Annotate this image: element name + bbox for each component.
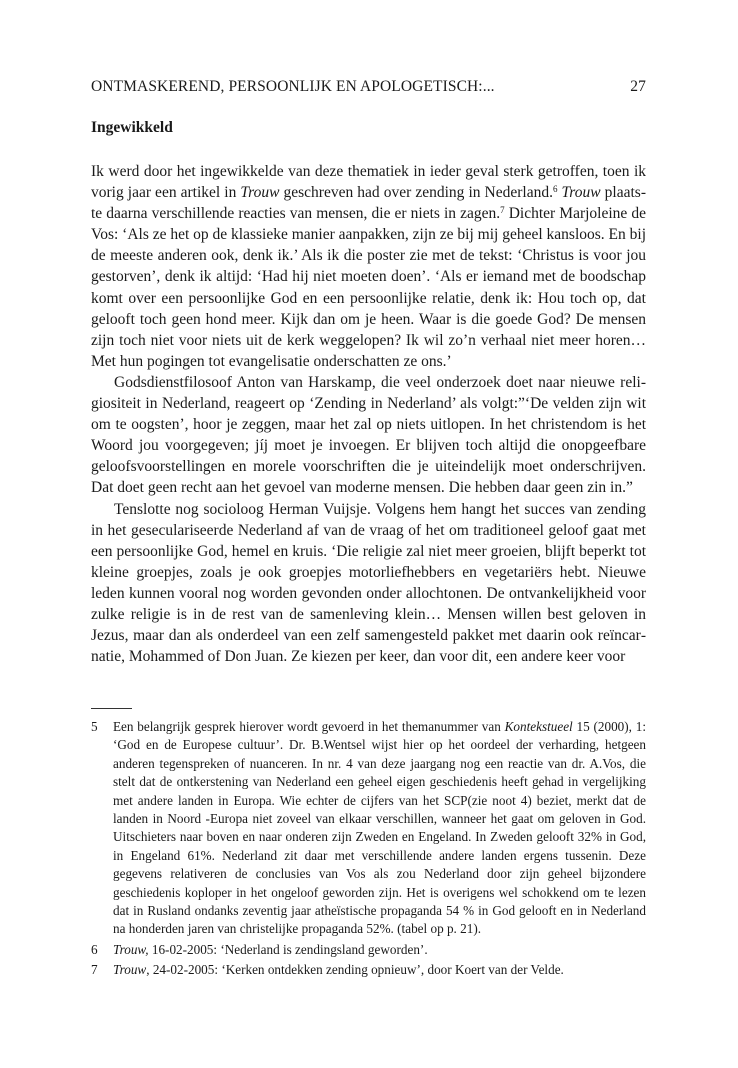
footnote-5	[91, 718, 646, 939]
footnote-number: 6	[91, 941, 98, 957]
paragraph-3: Tenslotte nog socioloog Herman Vuijsje. Volgens hem hangt het succes van zending in het geseculariseerde Nederland af van de vraag of het om traditioneel geloof gaat met een persoonlijke God, hemel en kruis. ‘Die religie zal niet meer groeien, blijft beperkt tot kleine groepjes, zoals je ook groepjes motorliefhebbers en vegetariërs hebt. Nieuwe leden kunnen vooral nog worden gevonden onder allochtonen. De ontvankelijkheid voor zulke religie is in de rest van de samenleving klein… Mensen willen best geloven in Jezus, maar dan als onderdeel van een zelf samengesteld pakket met daarin ook reïncarnatie, Mohammed of Don Juan. Ze kiezen per keer, dan voor dit, een andere keer voor	[91, 500, 646, 666]
footnote-number: 5	[91, 719, 98, 734]
footnotes	[91, 718, 646, 982]
section-heading: Ingewikkeld	[91, 119, 173, 136]
italic-trouw: Trouw	[561, 184, 601, 202]
footnote-number: 7	[91, 962, 98, 978]
footnote-divider	[91, 708, 132, 709]
book-page	[91, 0, 646, 1068]
footnote-ref-7: 7	[500, 205, 505, 216]
body-text	[91, 161, 646, 667]
running-title: ONTMASKEREND, PERSOONLIJK EN APOLOGETISCH:...	[91, 78, 495, 95]
italic-trouw: Trouw	[240, 184, 280, 202]
page-number: 27	[630, 78, 646, 95]
footnote-text: Trouw, 24-02-2005: ‘Kerken ontdekken zending opnieuw’, door Koert van der Velde.	[113, 962, 564, 978]
footnote-text: Een belangrijk gesprek hierover wordt gevoerd in het themanummer van Kontekstueel 15 (2000), 1: ‘God en de Europese cultuur’. Dr. B.Wentsel wijst hier op het oordeel der verharding, hetgeen anderen tegenspreken of nuanceren. In nr. 4 van deze jaargang nog een reactie van dr. A.Vos, die stelt dat de ontkerstening van Nederland een geheel eigen geschiedenis heeft gehad in vergelijking met andere landen in Europa. Wie echter de cijfers van het SCP(zie noot 4) beziet, merkt dat de landen in Noord -Europa niet zoveel van elkaar verschillen, wanneer het gaat om geloven in God. Uitschieters naar boven en naar onderen zijn Zweden en Engeland. In Zweden gelooft 32% in God, in Engeland 61%. Nederland zit daar met verschillende andere landen ergens tussenin. Deze gegevens relativeren de conclusies van Vos als zou Nederland door zijn geheel bijzondere geschiedenis koploper in het ongeloof geworden zijn. Het is overigens wel schokkend om te lezen dat in Rusland ondanks zeventig jaar atheïstische propaganda 54 % in God gelooft en in Nederland na honderden jaren van christelijke propaganda 52%. (tabel op p. 21).	[113, 719, 646, 937]
running-header	[91, 78, 646, 96]
footnote-ref-6: 6	[552, 184, 558, 195]
paragraph-2: Godsdienstfilosoof Anton van Harskamp, die veel onderzoek doet naar nieuwe religiositeit in Nederland, reageert op ‘Zending in Nederland’ als volgt:”‘De velden zijn wit om te oogsten’, hoor je zeggen, maar het zal op niets uitlopen. In het christendom is het Woord jou voorgegeven; jíj moet je invoegen. Er blijven toch altijd die onopgeefbare geloofsvoorstellingen en morele voorschriften die je uiteindelijk moet onderschrijven. Dat doet geen recht aan het gevoel van moderne mensen. Die hebben daar geen zin in.”	[91, 373, 646, 497]
footnote-text: Trouw, 16-02-2005: ‘Nederland is zendingsland geworden’.	[113, 941, 428, 957]
footnote-7	[91, 961, 646, 979]
paragraph-1: Ik werd door het ingewikkelde van deze thematiek in ieder geval sterk getroffen, toen ik vorig jaar een artikel in Trouw geschreven had over zending in Nederland.$^6$ Trouw plaatste daarna verschillende reacties van mensen, die er niets in zagen.$^7$ Dichter Marjoleine de Vos: ‘Als ze het op de klassieke manier aanpakken, zijn ze bij mij geheel kansloos. En bij de meeste anderen ook, denk ik.’ Als ik die poster zie met de tekst: ‘Christus is voor jou gestorven’, denk ik altijd: ‘Had hij niet moeten doen’. ‘Als er iemand met de boodschap komt over een persoonlijke God en een persoonlijke relatie, denk ik: Hou toch op, dat gelooft toch geen hond meer. Kijk dan om je heen. Waar is die goede God? De mensen zijn toch niet voor niets uit de kerk weggelopen? Ik wil zo’n verhaal niet meer horen… Met hun pogingen tot evangelisatie onderschatten ze ons.’	[91, 163, 646, 370]
footnote-6	[91, 941, 646, 959]
